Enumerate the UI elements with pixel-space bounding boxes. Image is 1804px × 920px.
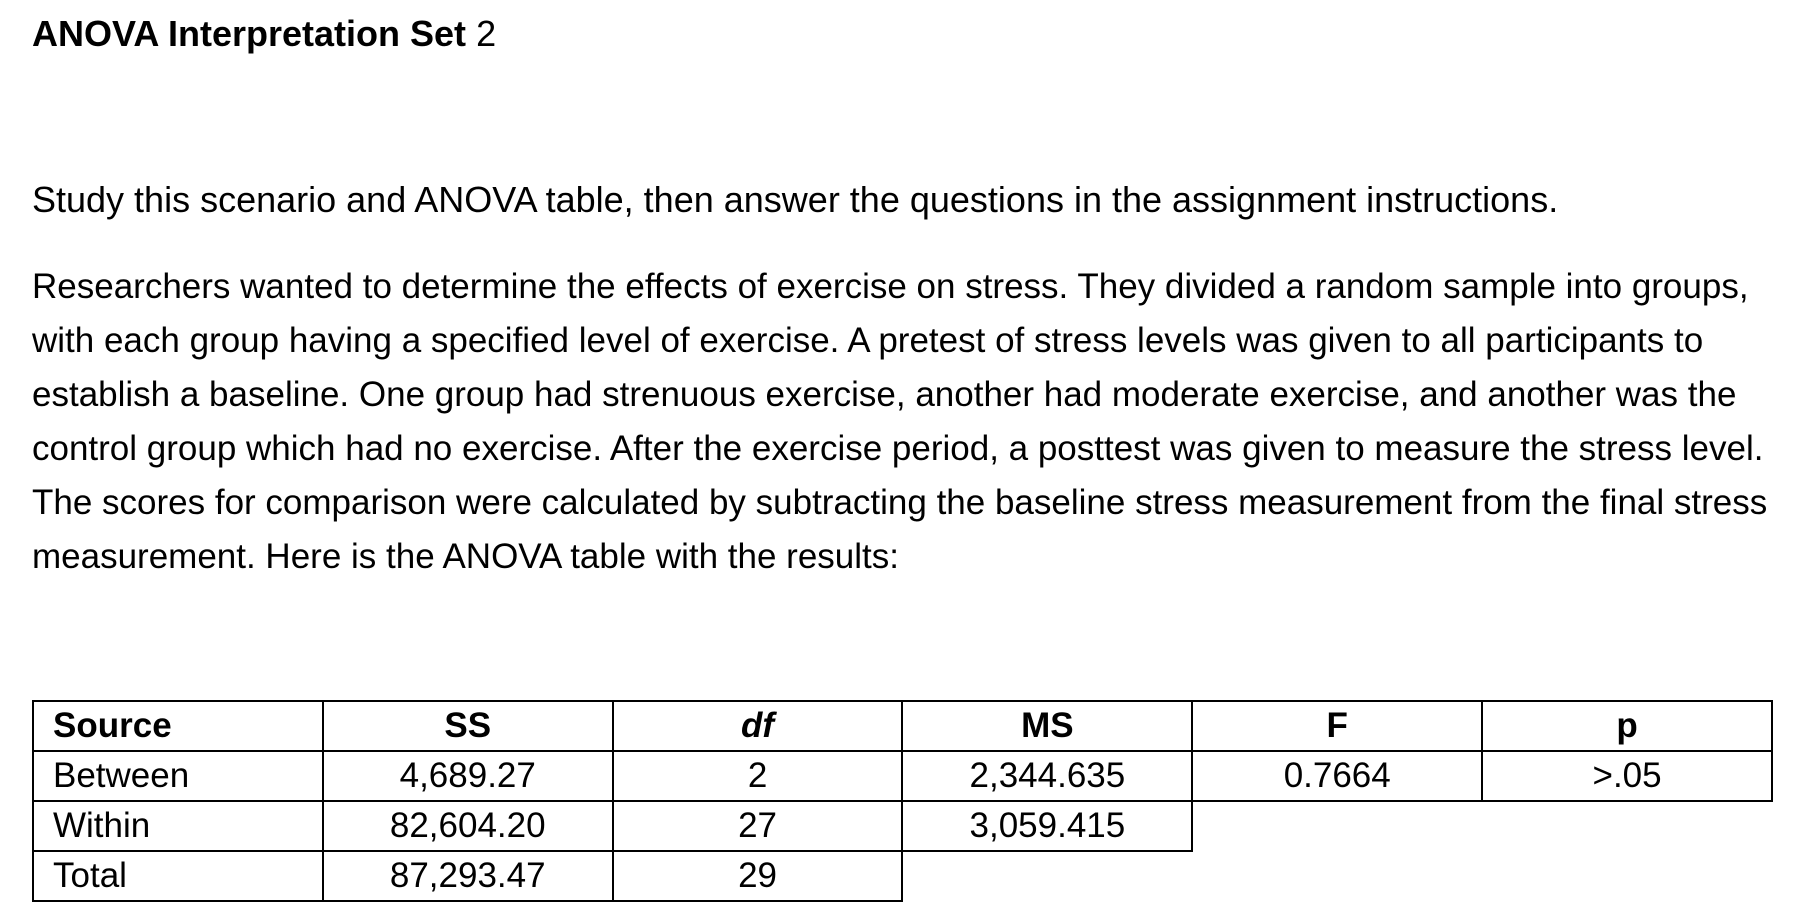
empty-cell — [1192, 801, 1482, 851]
cell-p: >.05 — [1482, 751, 1772, 801]
cell-df: 29 — [613, 851, 903, 901]
table-row-between — [33, 751, 1772, 801]
header-df: df — [613, 701, 903, 751]
title-bold-text: ANOVA Interpretation Set — [32, 13, 467, 54]
cell-ms: 2,344.635 — [902, 751, 1192, 801]
empty-cell — [1482, 801, 1772, 851]
cell-ss: 4,689.27 — [323, 751, 613, 801]
header-source: Source — [33, 701, 323, 751]
document-title — [32, 12, 496, 56]
header-ms: MS — [902, 701, 1192, 751]
scenario-paragraph: Researchers wanted to determine the effects of exercise on stress. They divided a random sample into groups, with each group having a specified level of exercise. A pretest of stress levels was given to all participants to establish a baseline. One group had strenuous exercise, another had moderate exercise, and another was the control group which had no exercise. After the exercise period, a posttest was given to measure the stress level. The scores for comparison were calculated by subtracting the baseline stress measurement from the final stress measurement. Here is the ANOVA table with the results: — [32, 267, 1768, 576]
empty-cell — [1192, 851, 1482, 901]
intro-paragraph: Study this scenario and ANOVA table, then answer the questions in the assignment instructions. — [32, 179, 1559, 220]
table-row-total — [33, 851, 1772, 901]
cell-ms: 3,059.415 — [902, 801, 1192, 851]
table-header-row — [33, 701, 1772, 751]
cell-source: Between — [33, 751, 323, 801]
cell-f: 0.7664 — [1192, 751, 1482, 801]
anova-table — [32, 700, 1773, 902]
header-ss: SS — [323, 701, 613, 751]
cell-source: Within — [33, 801, 323, 851]
cell-ss: 87,293.47 — [323, 851, 613, 901]
header-f: F — [1192, 701, 1482, 751]
empty-cell — [902, 851, 1192, 901]
cell-source: Total — [33, 851, 323, 901]
header-p: p — [1482, 701, 1772, 751]
table-row-within — [33, 801, 1772, 851]
title-set-number: 2 — [476, 13, 497, 54]
cell-df: 2 — [613, 751, 903, 801]
empty-cell — [1482, 851, 1772, 901]
cell-ss: 82,604.20 — [323, 801, 613, 851]
cell-df: 27 — [613, 801, 903, 851]
